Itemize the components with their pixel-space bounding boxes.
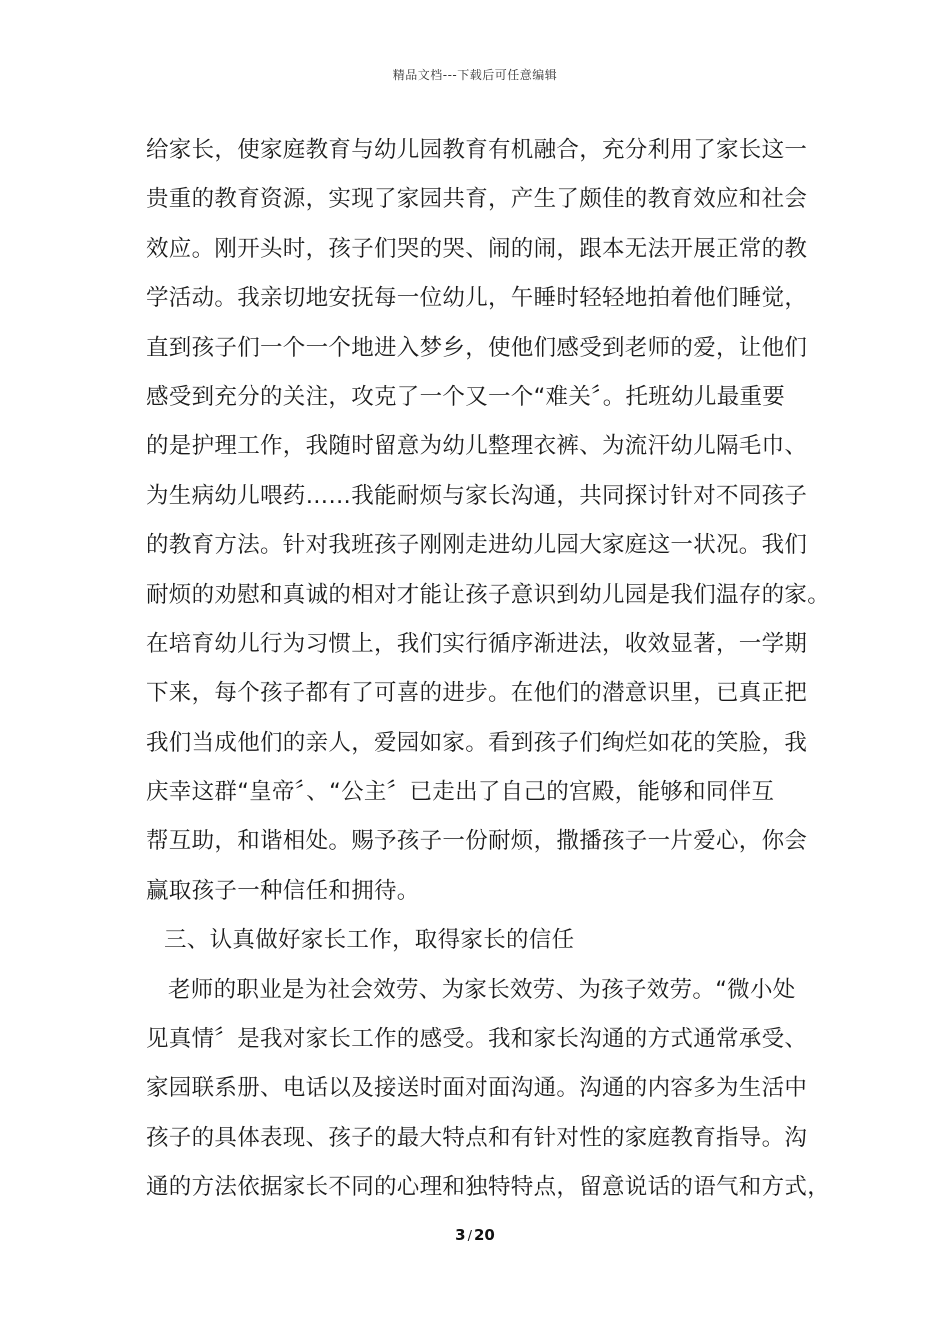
text-line: 家园联系册、电话以及接送时面对面沟通。沟通的内容多为生活中 bbox=[146, 1075, 808, 1102]
text-line: 耐烦的劝慰和真诚的相对才能让孩子意识到幼儿园是我们温存的家。 bbox=[146, 581, 831, 608]
text-line: 通的方法依据家长不同的心理和独特特点，留意说话的语气和方式， bbox=[146, 1174, 831, 1201]
text-line: 为生病幼儿喂药……我能耐烦与家长沟通，共同探讨针对不同孩子 bbox=[146, 482, 808, 509]
document-body bbox=[146, 126, 836, 1213]
text-line: 在培育幼儿行为习惯上，我们实行循序渐进法，收效显著，一学期 bbox=[146, 630, 808, 657]
text-line: 赢取孩子一种信任和拥待。 bbox=[146, 877, 420, 904]
page-header: 精品文档---下载后可任意编辑 bbox=[392, 68, 558, 82]
text-line: 学活动。我亲切地安抚每一位幼儿，午睡时轻轻地拍着他们睡觉， bbox=[146, 285, 808, 312]
text-line: 给家长，使家庭教育与幼儿园教育有机融合，充分利用了家长这一 bbox=[146, 137, 808, 163]
page-number bbox=[0, 1226, 950, 1244]
section-heading: 三、认真做好家长工作，取得家长的信任 bbox=[164, 927, 575, 954]
text-line: 老师的职业是为社会效劳、为家长效劳、为孩子效劳。“微小处 bbox=[168, 976, 796, 1003]
text-line: 孩子的具体表现、孩子的最大特点和有针对性的家庭教育指导。沟 bbox=[146, 1124, 808, 1151]
text-line: 的是护理工作，我随时留意为幼儿整理衣裤、为流汗幼儿隔毛巾、 bbox=[146, 433, 808, 460]
text-line: 贵重的教育资源，实现了家园共育，产生了颇佳的教育效应和社会 bbox=[146, 186, 808, 213]
page-separator: / bbox=[467, 1229, 472, 1244]
current-page: 3 bbox=[455, 1226, 466, 1244]
total-pages: 20 bbox=[473, 1226, 495, 1244]
text-line: 下来，每个孩子都有了可喜的进步。在他们的潜意识里，已真正把 bbox=[146, 680, 808, 707]
text-line: 直到孩子们一个一个地进入梦乡，使他们感受到老师的爱，让他们 bbox=[146, 334, 808, 361]
text-line: 的教育方法。针对我班孩子刚刚走进幼儿园大家庭这一状况。我们 bbox=[146, 532, 808, 559]
text-line: 见真情〞是我对家长工作的感受。我和家长沟通的方式通常承受、 bbox=[146, 1026, 808, 1053]
text-line: 帮互助，和谐相处。赐予孩子一份耐烦，撒播孩子一片爱心，你会 bbox=[146, 828, 808, 855]
text-line: 庆幸这群“皇帝〞、“公主〞已走出了自己的宫殿，能够和同伴互 bbox=[146, 779, 775, 806]
text-line: 我们当成他们的亲人，爱园如家。看到孩子们绚烂如花的笑脸，我 bbox=[146, 729, 808, 756]
text-line: 感受到充分的关注，攻克了一个又一个“难关〞。托班幼儿最重要 bbox=[146, 383, 786, 410]
text-line: 效应。刚开头时，孩子们哭的哭、闹的闹，跟本无法开展正常的教 bbox=[146, 235, 808, 262]
